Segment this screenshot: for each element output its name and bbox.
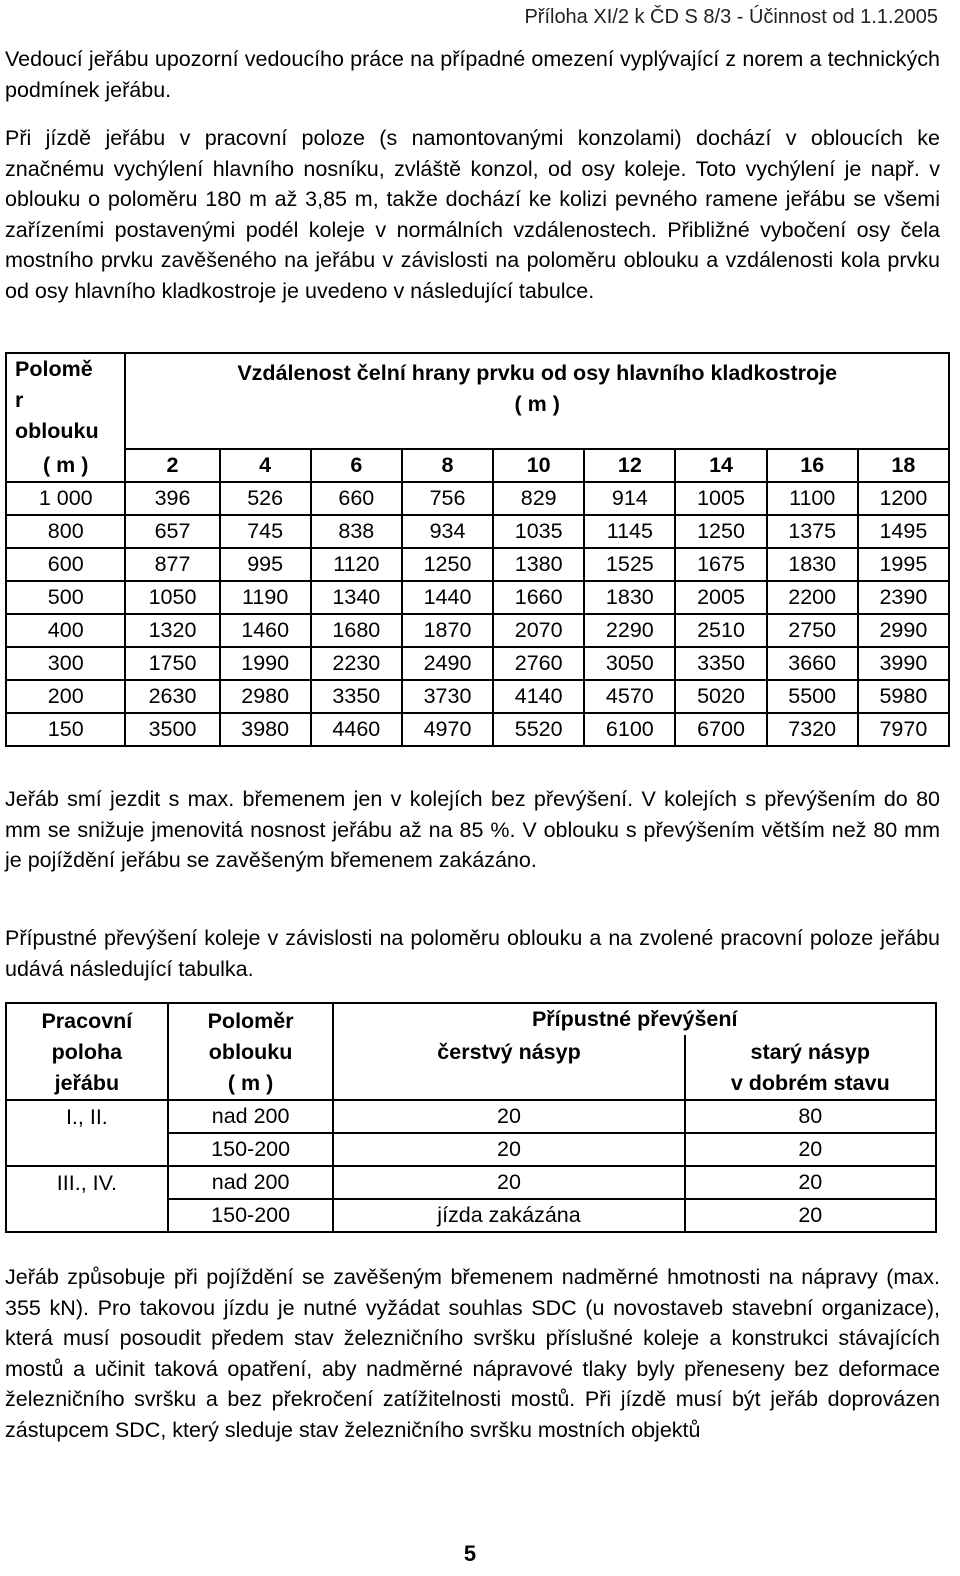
table1-value-cell: 1250: [675, 515, 766, 548]
table2-col3a-header: čerstvý násyp: [333, 1035, 684, 1100]
paragraph-1: Vedoucí jeřábu upozorní vedoucího práce na případné omezení vyplývající z norem a technických podmínek jeřábu.: [5, 47, 940, 102]
table1-value-cell: 6100: [584, 713, 675, 746]
table1-value-cell: 1035: [493, 515, 584, 548]
table1-value-cell: 2490: [402, 647, 493, 680]
table1-value-cell: 1050: [125, 581, 219, 614]
table1-value-cell: 1320: [125, 614, 219, 647]
table-row: [6, 680, 949, 713]
page-number: 5: [463, 1541, 477, 1566]
table1-value-cell: 877: [125, 548, 219, 581]
table1-value-cell: 1750: [125, 647, 219, 680]
table1-distance-cell: 4: [220, 449, 311, 482]
table1-value-cell: 995: [220, 548, 311, 581]
table1-value-cell: 1995: [858, 548, 949, 581]
table1-value-cell: 5980: [858, 680, 949, 713]
table1-distance-cell: 14: [675, 449, 766, 482]
table1-value-cell: 3350: [311, 680, 402, 713]
table1-value-cell: 1250: [402, 548, 493, 581]
table1-value-cell: 1200: [858, 482, 949, 515]
table2-col3b-header: starý násyp v dobrém stavu: [685, 1035, 936, 1100]
table-row: [6, 1199, 936, 1232]
table1-radius-cell: 400: [6, 614, 125, 647]
table2-radius-cell: 150-200: [168, 1133, 334, 1166]
table1-value-cell: 1380: [493, 548, 584, 581]
table2-old-cell: 80: [685, 1100, 936, 1133]
table1-value-cell: 3350: [675, 647, 766, 680]
table1-value-cell: 2630: [125, 680, 219, 713]
table-row: [6, 1100, 936, 1133]
table-row: [6, 515, 949, 548]
table1-value-cell: 838: [311, 515, 402, 548]
table2-radius-cell: 150-200: [168, 1199, 334, 1232]
paragraph-3: Jeřáb smí jezdit s max. břemenem jen v kolejích bez převýšení. V kolejích s převýšením do 80 mm se snižuje jmenovitá nosnost jeřábu až na 85 %. V oblouku s převýšením větším než 80 mm je pojíždění jeřábu se zavěšeným břemenem zakázáno.: [5, 787, 940, 872]
table1-value-cell: 2070: [493, 614, 584, 647]
table1-value-cell: 7970: [858, 713, 949, 746]
table1-value-cell: 2390: [858, 581, 949, 614]
table2-fresh-cell: jízda zakázána: [333, 1199, 684, 1232]
table-row: [6, 614, 949, 647]
table1-value-cell: 1340: [311, 581, 402, 614]
table2-old-cell: 20: [685, 1133, 936, 1166]
table1-value-cell: 3050: [584, 647, 675, 680]
table1-corner-unit: ( m ): [6, 449, 125, 482]
table2-position-cell: [6, 1199, 168, 1232]
table2-position-cell: III., IV.: [6, 1166, 168, 1199]
table1-value-cell: 4460: [311, 713, 402, 746]
table1-value-cell: 3980: [220, 713, 311, 746]
table1-value-cell: 1525: [584, 548, 675, 581]
table1-radius-cell: 1 000: [6, 482, 125, 515]
document-header: Příloha XI/2 k ČD S 8/3 - Účinnost od 1.1.2005: [524, 6, 938, 28]
table2-position-cell: I., II.: [6, 1100, 168, 1133]
table1-value-cell: 1005: [675, 482, 766, 515]
table1-value-cell: 2990: [858, 614, 949, 647]
table1-radius-cell: 300: [6, 647, 125, 680]
table1-radius-cell: 150: [6, 713, 125, 746]
table1-radius-cell: 600: [6, 548, 125, 581]
table1-value-cell: 3660: [767, 647, 858, 680]
table1-value-cell: 1440: [402, 581, 493, 614]
table1-value-cell: 6700: [675, 713, 766, 746]
table1-distance-cell: 18: [858, 449, 949, 482]
table2-fresh-cell: 20: [333, 1100, 684, 1133]
table1-value-cell: 5020: [675, 680, 766, 713]
table1-value-cell: 4570: [584, 680, 675, 713]
table1-value-cell: 1990: [220, 647, 311, 680]
table1-value-cell: 1830: [767, 548, 858, 581]
table1-value-cell: 1495: [858, 515, 949, 548]
table1-value-cell: 660: [311, 482, 402, 515]
table1-distance-cell: 16: [767, 449, 858, 482]
table2-col1-header: Pracovní poloha jeřábu: [6, 1003, 168, 1100]
table1-value-cell: 1660: [493, 581, 584, 614]
table1-value-cell: 4970: [402, 713, 493, 746]
table1-value-cell: 1145: [584, 515, 675, 548]
table2-fresh-cell: 20: [333, 1133, 684, 1166]
table1-distance-cell: 8: [402, 449, 493, 482]
table1-corner-header: Polomě r oblouku: [6, 353, 125, 449]
table1-value-cell: 2230: [311, 647, 402, 680]
table1-radius-cell: 200: [6, 680, 125, 713]
table1-value-cell: 3730: [402, 680, 493, 713]
table1-value-cell: 1190: [220, 581, 311, 614]
table-row: [6, 1133, 936, 1166]
table-row: [6, 548, 949, 581]
table1-value-cell: 1680: [311, 614, 402, 647]
table1-value-cell: 5500: [767, 680, 858, 713]
table1-value-cell: 2200: [767, 581, 858, 614]
table1-value-cell: 1100: [767, 482, 858, 515]
table2-col3-header: Přípustné převýšení: [333, 1003, 936, 1035]
table1-distance-header-row: [6, 449, 949, 482]
table1-value-cell: 7320: [767, 713, 858, 746]
table2-fresh-cell: 20: [333, 1166, 684, 1199]
table2-radius-cell: nad 200: [168, 1166, 334, 1199]
table1-value-cell: 4140: [493, 680, 584, 713]
table-row: [6, 647, 949, 680]
table1-value-cell: 1870: [402, 614, 493, 647]
table1-distance-cell: 10: [493, 449, 584, 482]
table1-value-cell: 2750: [767, 614, 858, 647]
table1-value-cell: 2290: [584, 614, 675, 647]
table1-value-cell: 934: [402, 515, 493, 548]
superelevation-table: [5, 1002, 937, 1233]
table1-radius-cell: 800: [6, 515, 125, 548]
deflection-table: [5, 352, 950, 747]
table1-value-cell: 1675: [675, 548, 766, 581]
table-row: [6, 482, 949, 515]
table1-value-cell: 657: [125, 515, 219, 548]
table1-distance-cell: 12: [584, 449, 675, 482]
table-row: [6, 581, 949, 614]
table1-value-cell: 396: [125, 482, 219, 515]
table1-value-cell: 2005: [675, 581, 766, 614]
table1-value-cell: 745: [220, 515, 311, 548]
table2-col2-header: Poloměr oblouku ( m ): [168, 1003, 334, 1100]
table1-value-cell: 1830: [584, 581, 675, 614]
table1-radius-cell: 500: [6, 581, 125, 614]
table2-old-cell: 20: [685, 1199, 936, 1232]
table1-value-cell: 1460: [220, 614, 311, 647]
table2-position-cell: [6, 1133, 168, 1166]
table1-value-cell: 2510: [675, 614, 766, 647]
table1-value-cell: 829: [493, 482, 584, 515]
table1-value-cell: 2980: [220, 680, 311, 713]
table1-title: Vzdálenost čelní hrany prvku od osy hlavního kladkostroje ( m ): [125, 353, 949, 449]
table1-value-cell: 914: [584, 482, 675, 515]
table-row: [6, 713, 949, 746]
paragraph-4: Přípustné převýšení koleje v závislosti na poloměru oblouku a na zvolené pracovní poloze jeřábu udává následující tabulka.: [5, 926, 940, 981]
table1-distance-cell: 2: [125, 449, 219, 482]
table1-value-cell: 3990: [858, 647, 949, 680]
table1-value-cell: 1375: [767, 515, 858, 548]
table2-old-cell: 20: [685, 1166, 936, 1199]
table1-value-cell: 1120: [311, 548, 402, 581]
table1-value-cell: 756: [402, 482, 493, 515]
table1-value-cell: 5520: [493, 713, 584, 746]
paragraph-2: Při jízdě jeřábu v pracovní poloze (s namontovanými konzolami) dochází v obloucích ke značnému vychýlení hlavního nosníku, zvláště konzol, od osy koleje. Toto vychýlení je např. v oblouku o poloměru 180 m až 3,85 m, takže dochází ke kolizi pevného ramene jeřábu se všemi zařízeními postavenými podél koleje v normálních vzdálenostech. Přibližné vybočení osy čela mostního prvku zavěšeného na jeřábu v závislosti na poloměru oblouku a vzdálenosti kola prvku od osy hlavního kladkostroje je uvedeno v následující tabulce.: [5, 126, 940, 303]
paragraph-5: Jeřáb způsobuje při pojíždění se zavěšeným břemenem nadměrné hmotnosti na nápravy (max. 355 kN). Pro takovou jízdu je nutné vyžádat souhlas SDC (u novostaveb stavební organizace), která musí posoudit předem stav železničního svršku příslušné koleje a konstrukci stávajících mostů a učinit taková opatření, aby nadměrné nápravové tlaky byly přeneseny bez deformace železničního svršku a bez překročení zatížitelnosti mostů. Při jízdě musí být jeřáb doprovázen zástupcem SDC, který sleduje stav železničního svršku mostních objektů: [5, 1265, 940, 1442]
table1-value-cell: 526: [220, 482, 311, 515]
table1-value-cell: 3500: [125, 713, 219, 746]
table-row: [6, 1166, 936, 1199]
table1-value-cell: 2760: [493, 647, 584, 680]
table2-radius-cell: nad 200: [168, 1100, 334, 1133]
table1-distance-cell: 6: [311, 449, 402, 482]
